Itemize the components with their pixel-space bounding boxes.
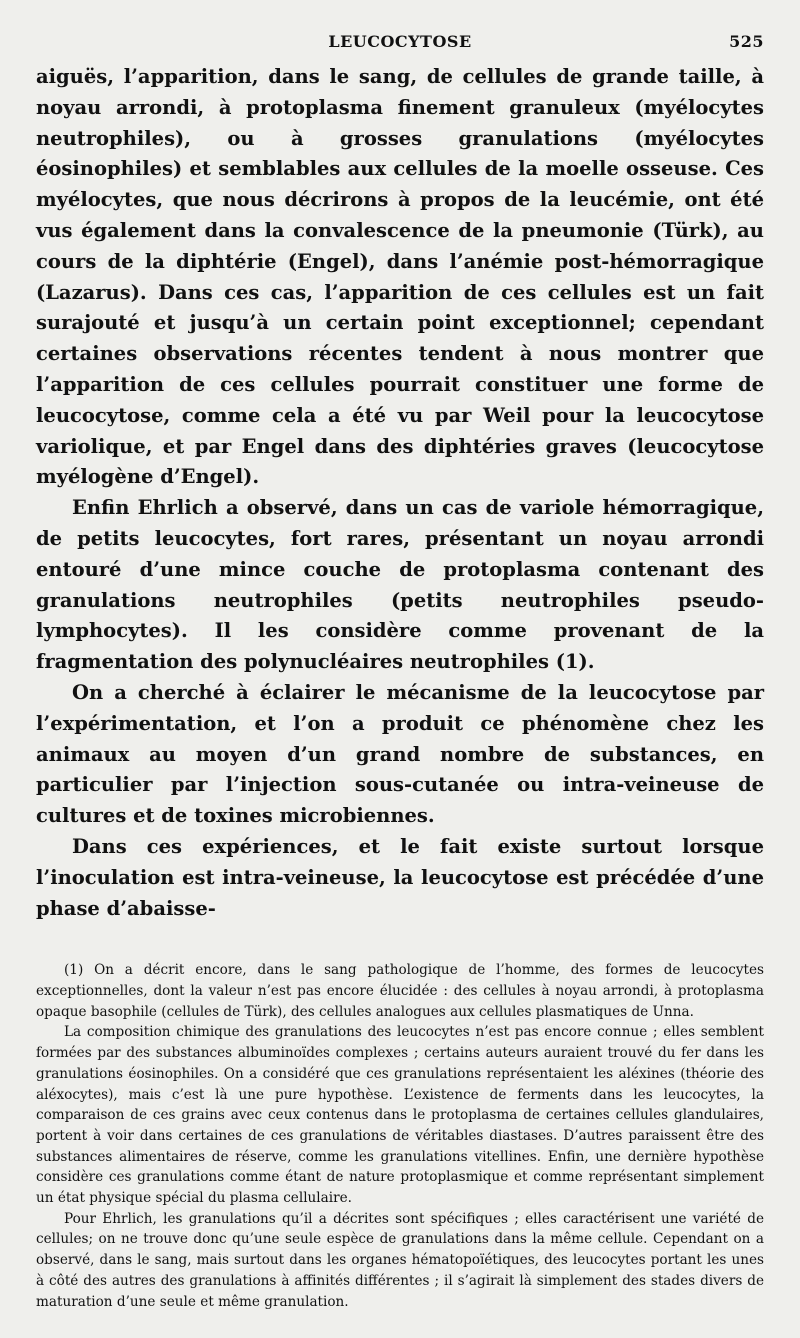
paragraph-2: Enfin Ehrlich a observé, dans un cas de variole hémorragique, de petits leucocytes, fort rares, présentant un noyau arrondi entouré d’une mince couche de protoplasma contenant des granulations neutrophiles (petits neutrophiles pseudo-lymphocytes). Il les considère comme provenant de la fragmentation des polynucléaires neutrophiles (1).: [36, 496, 764, 674]
footnote-1: (1) On a décrit encore, dans le sang pathologique de l’homme, des formes de leucocytes exceptionnelles, dont la valeur n’est pas encore élucidée : des cellules à noyau arrondi, à protoplasma opaque basophile (cellules de Türk), des cellules analogues aux cellules plasmatiques de Unna.: [36, 962, 764, 1020]
paragraph-1: aiguës, l’apparition, dans le sang, de cellules de grande taille, à noyau arrondi, à protoplasma finement granuleux (myélocytes neutrophiles), ou à grosses granulations (myélocytes éosinophiles) et semblables aux cellules de la moelle osseuse. Ces myélocytes, que nous décrirons à propos de la leucémie, ont été vus également dans la convalescence de la pneumonie (Türk), au cours de la diphtérie (Engel), dans l’anémie post-hémorragique (Lazarus). Dans ces cas, l’apparition de ces cellules est un fait surajouté et jusqu’à un certain point exceptionnel; cependant certaines observations récentes tendent à nous montrer que l’apparition de ces cellules pourrait constituer une forme de leucocytose, comme cela a été vu par Weil pour la leucocytose variolique, et par Engel dans des diphtéries graves (leucocytose myélogène d’Engel).: [36, 65, 764, 489]
main-text: [36, 62, 764, 924]
footnotes: [36, 960, 764, 1312]
footnote-2: La composition chimique des granulations des leucocytes n’est pas encore connue ; elles semblent formées par des substances albuminoïdes complexes ; certains auteurs auraient trouvé du fer dans les granulations éosinophiles. On a considéré que ces granulations représentaient les aléxines (théorie des aléxocytes), mais c’est là une pure hypothèse. L’existence de ferments dans les leucocytes, la comparaison de ces grains avec ceux contenus dans le protoplasma de certaines cellules glandulaires, portent à voir dans certaines de ces granulations de véritables diastases. D’autres paraissent être des substances alimentaires de réserve, comme les granulations vitellines. Enfin, une dernière hypothèse considère ces granulations comme étant de nature protoplasmique et comme représentant simplement un état physique spécial du plasma cellulaire.: [36, 1024, 764, 1207]
running-title: LEUCOCYTOSE: [328, 32, 472, 51]
paragraph-3: On a cherché à éclairer le mécanisme de la leucocytose par l’expérimentation, et l’on a produit ce phénomène chez les animaux au moyen d’un grand nombre de substances, en particulier par l’injection sous-cutanée ou intra-veineuse de cultures et de toxines microbiennes.: [36, 680, 764, 828]
footnote-3: Pour Ehrlich, les granulations qu’il a décrites sont spécifiques ; elles caractérisent une variété de cellules; on ne trouve donc qu’une seule espèce de granulations dans la même cellule. Cependant on a observé, dans le sang, mais surtout dans les organes hématopoïétiques, des leucocytes portant les unes à côté des autres des granulations à affinités différentes ; il s’agirait là simplement des stades divers de maturation d’une seule et même granulation.: [36, 1210, 764, 1310]
paragraph-4: Dans ces expériences, et le fait existe surtout lorsque l’inoculation est intra-veineuse, la leucocytose est précédée d’une phase d’abaisse-: [36, 834, 764, 920]
running-head: [36, 28, 764, 58]
page-number: 525: [729, 32, 764, 51]
